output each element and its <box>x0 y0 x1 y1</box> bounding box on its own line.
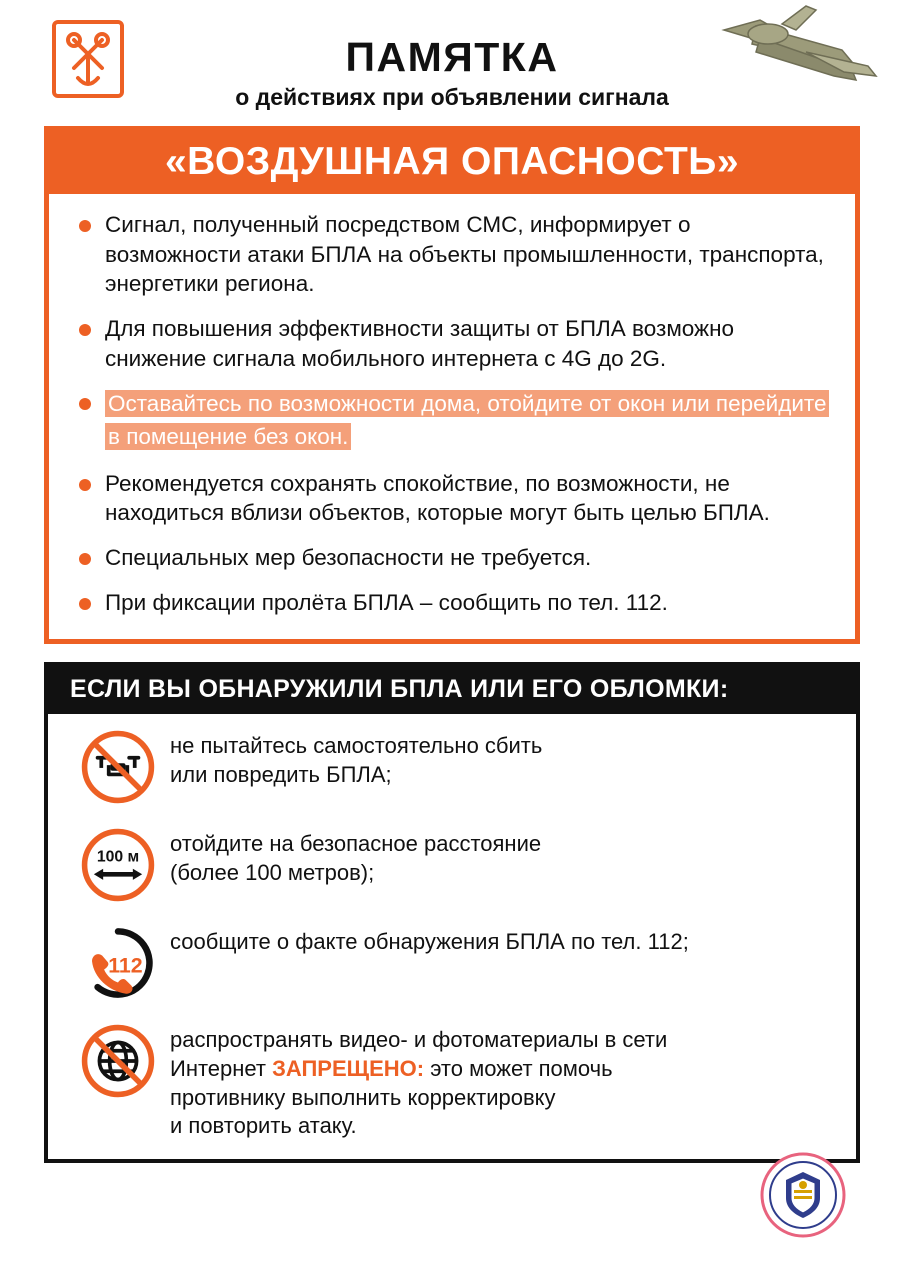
found-item-line: сообщите о факте обнаружения БПЛА по тел. 112; <box>170 929 689 955</box>
bullet-dot-icon <box>79 398 91 410</box>
poster-header <box>0 0 904 120</box>
bullet-dot-icon <box>79 598 91 610</box>
list-item <box>75 469 829 528</box>
bullet-text: Для повышения эффективности защиты от БПЛА возможно снижение сигнала мобильного интернета с 4G до 2G. <box>105 316 735 371</box>
no-drone-icon <box>66 724 170 806</box>
found-item-line <box>170 1055 667 1084</box>
list-item <box>66 920 838 1004</box>
prohibited-word: ЗАПРЕЩЕНО: <box>272 1056 425 1082</box>
svg-text:100 м: 100 м <box>96 848 140 866</box>
list-item-highlighted <box>75 388 829 453</box>
svg-text:112: 112 <box>108 953 143 978</box>
found-item-line-part: Интернет <box>170 1056 273 1082</box>
found-drone-block <box>44 662 860 1162</box>
uav-drone-illustration-icon <box>656 0 886 125</box>
list-item <box>75 210 829 299</box>
air-danger-bullet-list <box>49 194 855 639</box>
distance-100m-icon <box>66 822 170 904</box>
no-internet-publishing-icon <box>66 1018 170 1100</box>
bullet-dot-icon <box>79 553 91 565</box>
list-item <box>66 724 838 808</box>
bullet-dot-icon <box>79 220 91 232</box>
list-item <box>66 1018 838 1140</box>
city-coat-of-arms-icon <box>52 20 124 98</box>
found-item-text <box>170 1018 667 1140</box>
air-danger-block <box>44 126 860 644</box>
found-drone-list <box>48 714 856 1158</box>
bullet-text: Сигнал, полученный посредством СМС, информирует о возможности атаки БПЛА на объекты промышленности, транспорта, энергетики региона. <box>105 212 824 297</box>
list-item <box>66 822 838 906</box>
page-subtitle: о действиях при объявлении сигнала <box>235 84 669 111</box>
found-item-text <box>170 920 689 957</box>
bullet-text: Специальных мер безопасности не требуется. <box>105 545 592 571</box>
found-item-line: распространять видео- и фотоматериалы в сети <box>170 1027 668 1053</box>
found-item-line: отойдите на безопасное расстояние <box>170 831 542 857</box>
found-drone-heading: ЕСЛИ ВЫ ОБНАРУЖИЛИ БПЛА ИЛИ ЕГО ОБЛОМКИ: <box>48 666 856 714</box>
found-item-line: или повредить БПЛА; <box>170 762 392 788</box>
bullet-text: При фиксации пролёта БПЛА – сообщить по тел. 112. <box>105 589 668 615</box>
list-item <box>75 543 829 573</box>
found-item-line: (более 100 метров); <box>170 860 375 886</box>
air-danger-banner: «ВОЗДУШНАЯ ОПАСНОСТЬ» <box>49 131 855 194</box>
list-item <box>75 588 829 618</box>
page-title: ПАМЯТКА <box>345 34 559 80</box>
found-item-line: противнику выполнить корректировку <box>170 1084 556 1110</box>
found-item-text <box>170 724 542 789</box>
bullet-dot-icon <box>79 479 91 491</box>
phone-112-icon <box>66 920 170 1002</box>
found-item-text <box>170 822 541 887</box>
found-item-line: не пытайтесь самостоятельно сбить <box>170 733 543 759</box>
agency-crest-badge-icon <box>760 1152 846 1238</box>
found-item-line: и повторить атаку. <box>170 1113 357 1139</box>
list-item <box>75 314 829 373</box>
bullet-text: Оставайтесь по возможности дома, отойдите от окон или перейдите в помещение без окон. <box>105 390 829 450</box>
bullet-dot-icon <box>79 324 91 336</box>
bullet-text: Рекомендуется сохранять спокойствие, по возможности, не находиться вблизи объектов, которые могут быть целью БПЛА. <box>105 470 770 526</box>
found-item-line-part: это может помочь <box>424 1056 613 1082</box>
